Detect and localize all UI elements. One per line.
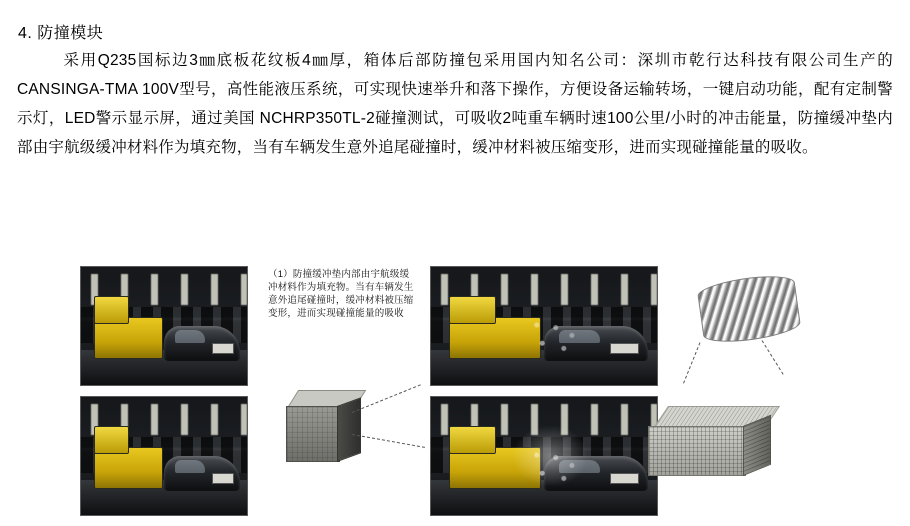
leader-line bbox=[352, 434, 425, 448]
license-plate bbox=[610, 473, 639, 484]
photo-crash-test-side-impact bbox=[430, 266, 658, 386]
license-plate bbox=[212, 343, 234, 354]
truck-cab bbox=[94, 426, 129, 454]
photo-crash-test-side-after bbox=[430, 396, 658, 516]
figure-caption: （1）防撞缓冲垫内部由宇航级缓冲材料作为填充物。当有车辆发生意外追尾碰撞时，缓冲材料被压缩变形，进而实现碰撞能量的吸收 bbox=[268, 269, 414, 319]
impact-debris bbox=[526, 442, 580, 494]
slab-side-face bbox=[743, 415, 771, 476]
page-title: 4. 防撞模块 bbox=[18, 25, 104, 42]
slab-front-face bbox=[648, 426, 746, 476]
block-front-face bbox=[286, 406, 340, 462]
license-plate bbox=[610, 343, 639, 354]
leader-line bbox=[683, 342, 700, 383]
photo-crash-test-front-after bbox=[80, 396, 248, 516]
leader-line bbox=[352, 384, 421, 413]
impact-debris bbox=[526, 312, 580, 364]
truck-cab bbox=[449, 296, 496, 324]
truck-cab bbox=[449, 426, 496, 454]
honeycomb-foil-strip bbox=[696, 271, 802, 346]
truck-cab bbox=[94, 296, 129, 324]
honeycomb-block-sample bbox=[286, 390, 362, 464]
block-side-face bbox=[337, 397, 361, 462]
figure-area bbox=[0, 258, 910, 516]
license-plate bbox=[212, 473, 234, 484]
aluminium-honeycomb-slab bbox=[648, 406, 772, 478]
body-paragraph: 采用Q235国标边3㎜底板花纹板4㎜厚，箱体后部防撞包采用国内知名公司：深圳市乾行达科技有限公司生产的CANSINGA-TMA 100V型号，高性能液压系统，可实现快速举升和落下操作，方便设备运输转场，一键启动功能，配有定制警示灯，LED警示显示屏，通过美国 NCHRP350TL-2碰撞测试，可吸收2吨重车辆时速100公里/小时的冲击能量，防撞缓冲垫内部由宇航级缓冲材料作为填充物，当有车辆发生意外追尾碰撞时，缓冲材料被压缩变形，进而实现碰撞能量的吸收。 bbox=[17, 52, 893, 156]
leader-line bbox=[762, 340, 784, 374]
photo-crash-test-front-before bbox=[80, 266, 248, 386]
